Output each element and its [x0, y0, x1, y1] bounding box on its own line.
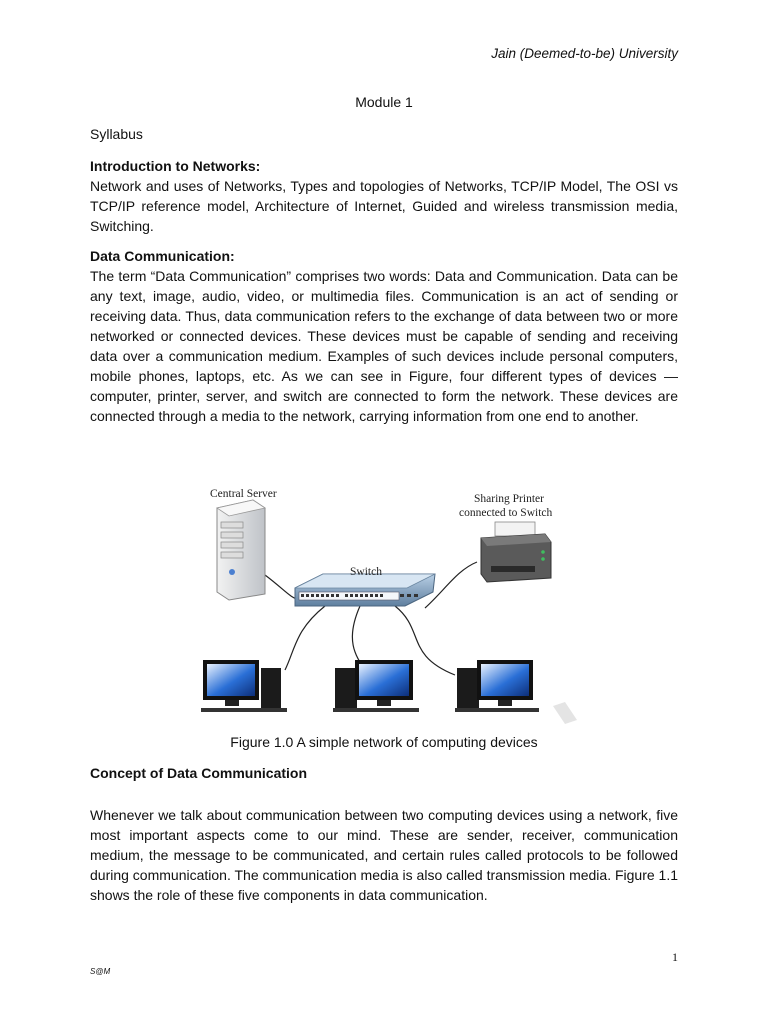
computer-icon-left	[201, 660, 287, 712]
watermark-mark	[553, 702, 577, 724]
computer-icon-middle	[333, 660, 419, 712]
switch-icon	[295, 574, 435, 606]
concept-text: Whenever we talk about communication between two computing devices using a network, five most important aspects come to our mind. These are sender, receiver, communication medium, the message to be communicated, and certain rules called protocols to be followed during communication. The communication media is also called transmission media. Figure 1.1 shows the role of these five components in data communication.	[90, 807, 679, 903]
printer-label-line2: connected to Switch	[459, 507, 553, 519]
network-diagram	[195, 480, 585, 725]
main-content	[90, 124, 678, 426]
intro-text: Network and uses of Networks, Types and topologies of Networks, TCP/IP Model, The OSI vs TCP/IP reference model, Architecture of Internet, Guided and wireless transmission media, Switching.	[90, 178, 678, 234]
data-comm-heading: Data Communication:	[90, 248, 235, 264]
figure-caption: Figure 1.0 A simple network of computing devices	[230, 734, 538, 750]
switch-label: Switch	[350, 566, 382, 578]
server-label: Central Server	[210, 488, 277, 500]
intro-heading: Introduction to Networks:	[90, 158, 261, 174]
module-title: Module 1	[355, 94, 413, 110]
syllabus-label: Syllabus	[90, 126, 143, 142]
server-icon	[217, 500, 265, 600]
concept-heading: Concept of Data Communication	[90, 765, 308, 781]
computer-icon-right	[455, 660, 539, 712]
footer-mark: S@M	[90, 967, 111, 976]
printer-icon	[481, 522, 551, 582]
network-figure	[195, 480, 585, 725]
university-header: Jain (Deemed-to-be) University	[491, 46, 678, 61]
data-comm-text: The term “Data Communication” comprises two words: Data and Communication. Data can be any text, image, audio, video, or multimedia files. Communication is an act of sending or receiving data. Thus, data communication refers to the exchange of data between two or more networked or connected devices. These devices must be capable of sending and receiving data over a communication medium. Examples of such devices include personal computers, mobile phones, laptops, etc. As we can see in Figure, four different types of devices — computer, printer, server, and switch are connected to form the network. These devices are connected through a media to the network, carrying information from one end to another.	[90, 268, 678, 424]
printer-label-line1: Sharing Printer	[474, 493, 544, 505]
page-number: 1	[672, 950, 678, 964]
cable-pc-left	[285, 606, 325, 670]
